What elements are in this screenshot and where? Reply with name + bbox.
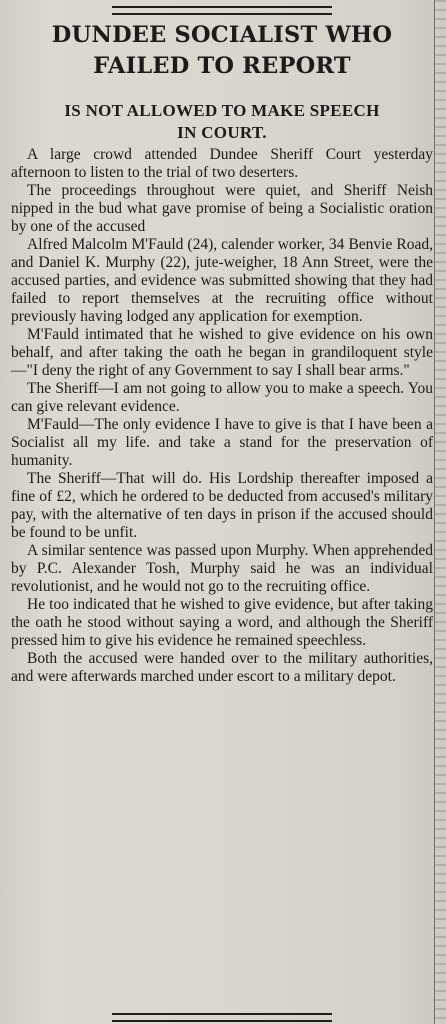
paragraph: The Sheriff—That will do. His Lordship thereafter imposed a fine of £2, which he ordered to be deducted from accused's military pay, with the alternative of ten days in prison if the accused should be found to be unfit. [11,470,433,541]
subheadline-line-1: IS NOT ALLOWED TO MAKE SPEECH [64,101,380,120]
subheadline-line-2: IN COURT. [177,123,267,142]
adjacent-column-edge [434,0,446,1024]
article-body [11,146,433,686]
bottom-double-rule [112,1013,332,1022]
paragraph: M'Fauld—The only evidence I have to give is that I have been a Socialist all my life. and take a stand for the preservation of humanity. [11,416,433,469]
paragraph: He too indicated that he wished to give evidence, but after taking the oath he stood without saying a word, and although the Sheriff pressed him to give his evidence he remained speechless. [11,596,433,649]
paragraph: The proceedings throughout were quiet, and Sheriff Neish nipped in the bud what gave promise of being a Socialistic oration by one of the accused [11,182,433,235]
paragraph: A similar sentence was passed upon Murphy. When apprehended by P.C. Alexander Tosh, Murphy said he was an individual revolutionist, and he would not go to the recruiting office. [11,542,433,595]
headline [12,20,432,82]
paragraph: A large crowd attended Dundee Sheriff Court yesterday afternoon to listen to the trial of two deserters. [11,146,433,181]
top-double-rule [112,6,332,15]
subheadline [12,100,432,144]
paragraph: The Sheriff—I am not going to allow you to make a speech. You can give relevant evidence. [11,380,433,415]
paragraph: M'Fauld intimated that he wished to give evidence on his own behalf, and after taking the oath he began in grandiloquent style—"I deny the right of any Government to say I shall bear arms." [11,326,433,379]
paragraph: Both the accused were handed over to the military authorities, and were afterwards marched under escort to a military depot. [11,650,433,685]
headline-line-2: FAILED TO REPORT [93,53,351,79]
headline-line-1: DUNDEE SOCIALIST WHO [51,22,393,48]
paragraph: Alfred Malcolm M'Fauld (24), calender worker, 34 Benvie Road, and Daniel K. Murphy (22), jute-weigher, 18 Ann Street, were the accused parties, and evidence was submitted showing that they had failed to report themselves at the recruiting office without previously having lodged any application for exemption. [11,236,433,325]
